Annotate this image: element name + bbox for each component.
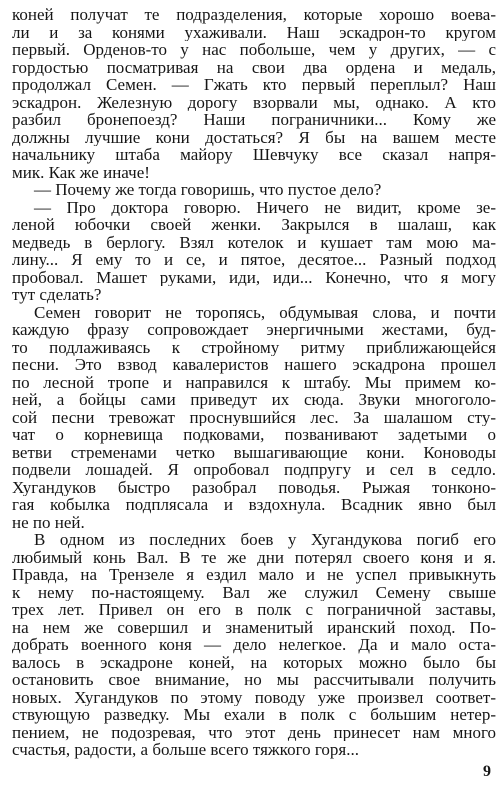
text-line: ней, а бойцы сами приведут их сюда. Звуки многоголо- xyxy=(12,391,496,409)
text-line: Правда, на Трензеле я ездил мало и не успел привыкнуть xyxy=(12,566,496,584)
text-line: гордостью посматривая на свои два ордена и медаль, xyxy=(12,58,496,76)
text-line: Семен говорит не торопясь, обдумывая слова, и почти xyxy=(34,303,496,321)
text-line: любимый конь Вал. В те же дни потерял своего коня и я. xyxy=(12,548,496,566)
text-line: подвели лошадей. Я опробовал подпругу и сел в седло. xyxy=(12,461,496,479)
text-line: начальнику штаба майору Шевчуку все сказал напря- xyxy=(12,146,496,164)
text-line: медведь в берлогу. Взял котелок и кушает там мою ма- xyxy=(12,233,496,251)
text-line: первый. Орденов-то у нас побольше, чем у других, — с xyxy=(12,41,496,59)
text-line: трех лет. Привел он его в полк с пограничной заставы, xyxy=(12,601,496,619)
text-line: чат о корневища подковами, позванивают задетыми о xyxy=(12,426,496,444)
text-line: счастья, радости, а больше всего тяжкого горя... xyxy=(12,741,359,759)
text-line: пробовал. Машет руками, иди, иди... Конечно, что я могу xyxy=(12,268,496,286)
text-line: мик. Как же иначе! xyxy=(12,163,150,181)
text-line: по лесной тропе и направился к штабу. Мы примем ко- xyxy=(12,373,496,391)
text-line: ствующую разведку. Мы ехали в полк с большим нетер- xyxy=(12,706,496,724)
text-line: лину... Я ему то и се, и пятое, десятое... Разный подход xyxy=(12,251,496,269)
text-line: Хугандуков быстро разобрал поводья. Рыжая тонконо- xyxy=(12,478,496,496)
text-line: В одном из последних боев у Хугандукова погиб его xyxy=(34,531,496,549)
text-line: новых. Хугандуков по этому поводу уже произвел соответ- xyxy=(12,688,496,706)
text-line: не по ней. xyxy=(12,513,85,531)
paragraph xyxy=(12,181,496,199)
text-line: ветви стременами четко вышагивающие кони. Коноводы xyxy=(12,443,496,461)
text-line: песни. Это взвод кавалеристов нашего эскадрона прошел xyxy=(12,356,496,374)
text-line: гая кобылка подплясала и вздохнула. Всадник явно был xyxy=(12,496,496,514)
text-line: продолжал Семен. — Гжать кто первый переплыл? Наш xyxy=(12,76,496,94)
text-line: — Про доктора говорю. Ничего не видит, кроме зе- xyxy=(34,198,496,216)
text-line: каждую фразу сопровождает энергичными жестами, буд- xyxy=(12,321,496,339)
text-line: сой песни тревожат проснувшийся лес. За шалашом сту- xyxy=(12,408,496,426)
text-line: на нем же совершил и знаменитый иранский поход. По- xyxy=(12,618,496,636)
text-line: должны лучшие кони достаться? Я бы на вашем месте xyxy=(12,128,496,146)
paragraph xyxy=(12,304,496,532)
text-line: тут сделать? xyxy=(12,286,102,304)
text-line: то подлаживаясь к стройному ритму приближающейся xyxy=(12,338,496,356)
paragraph xyxy=(12,6,496,181)
paragraph xyxy=(12,199,496,304)
text-line: к нему по-настоящему. Вал же служил Семену свыше xyxy=(12,583,496,601)
paragraph xyxy=(12,531,496,759)
text-line: остановить свое внимание, но мы рассчитывали получить xyxy=(12,671,496,689)
text-line: — Почему же тогда говоришь, что пустое дело? xyxy=(34,181,382,199)
text-line: эскадрон. Железную дорогу взорвали мы, однако. А кто xyxy=(12,93,496,111)
text-line: добрать военного коня — дело нелегкое. Да и мало оста- xyxy=(12,636,496,654)
text-line: ли и за конями ухаживали. Наш эскадрон-то кругом xyxy=(12,23,496,41)
text-line: коней получат те подразделения, которые хорошо воева- xyxy=(12,6,496,24)
text-line: разбил бронепоезд? Наши пограничники... Кому же xyxy=(12,111,496,129)
page-number: 9 xyxy=(483,763,491,780)
text-line: пением, не подозревая, что этот день принесет нам много xyxy=(12,723,496,741)
text-line: леной юбочки своей женки. Закрылся в шалаш, как xyxy=(12,216,496,234)
body-text xyxy=(12,6,496,759)
text-line: валось в эскадроне коней, на которых можно было бы xyxy=(12,653,496,671)
